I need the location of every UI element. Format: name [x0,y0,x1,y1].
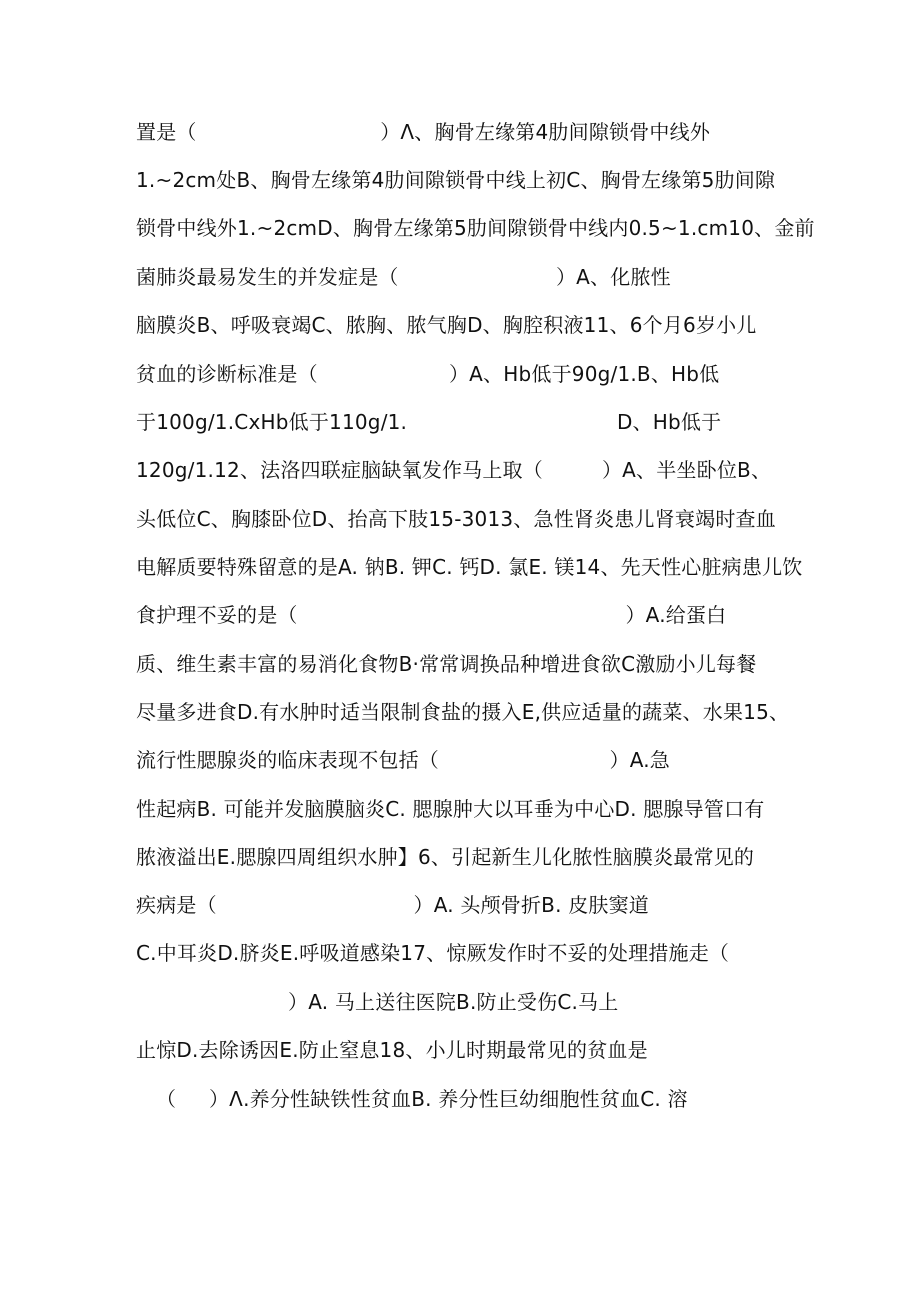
text-line: 120g/1.12、法洛四联症脑缺氧发作马上取（ ）A、半坐卧位B、 [136,458,772,482]
text-line: 于100g/1.CxHb低于110g/1. D、Hb低于 [136,410,722,434]
text-line: 止惊D.去除诱因E.防止窒息18、小儿时期最常见的贫血是 [136,1038,648,1062]
text-line: 尽量多进食D.有水肿时适当限制食盐的摄入E,供应适量的蔬菜、水果15、 [136,700,790,724]
text-line: 质、维生素丰富的易消化食物B·常常调换品种增进食欲C激励小儿每餐 [136,652,757,676]
text-line: 菌肺炎最易发生的并发症是（ ）A、化脓性 [136,265,671,289]
text-line: 性起病B. 可能并发脑膜脑炎C. 腮腺肿大以耳垂为中心D. 腮腺导管口有 [136,797,765,821]
text-line: 贫血的诊断标准是（ ）A、Hb低于90g/1.B、Hb低 [136,362,720,386]
text-line: 电解质要特殊留意的是A. 钠B. 钾C. 钙D. 氯E. 镁14、先天性心脏病患儿饮 [136,555,803,579]
text-line: 置是（ ）Λ、胸骨左缘第4肋间隙锁骨中线外 [136,120,711,144]
text-line: C.中耳炎D.脐炎E.呼吸道感染17、惊厥发作时不妥的处理措施走（ [136,941,730,965]
text-line: 头低位C、胸膝卧位D、抬高下肢15-3013、急性肾炎患儿肾衰竭时查血 [136,507,776,531]
text-line: 脑膜炎B、呼吸衰竭C、脓胸、脓气胸D、胸腔积液11、6个月6岁小儿 [136,313,757,337]
text-line: 锁骨中线外1.~2cmD、胸骨左缘第5肋间隙锁骨中线内0.5~1.cm10、金前 [136,216,815,240]
text-line: 1.~2cm处B、胸骨左缘第4肋间隙锁骨中线上初C、胸骨左缘第5肋间隙 [136,168,776,192]
text-line: ）A. 马上送往医院B.防止受伤C.马上 [288,990,619,1014]
text-line: 食护理不妥的是（ ）A.给蛋白 [136,603,727,627]
text-line: （ ）Λ.养分性缺铁性贫血B. 养分性巨幼细胞性贫血C. 溶 [156,1087,688,1111]
text-line: 流行性腮腺炎的临床表现不包括（ ）A.急 [136,748,670,772]
text-line: 疾病是（ ）A. 头颅骨折B. 皮肤窦道 [136,893,650,917]
text-line: 脓液溢出E.腮腺四周组织水肿】6、引起新生儿化脓性脑膜炎最常见的 [136,845,755,869]
